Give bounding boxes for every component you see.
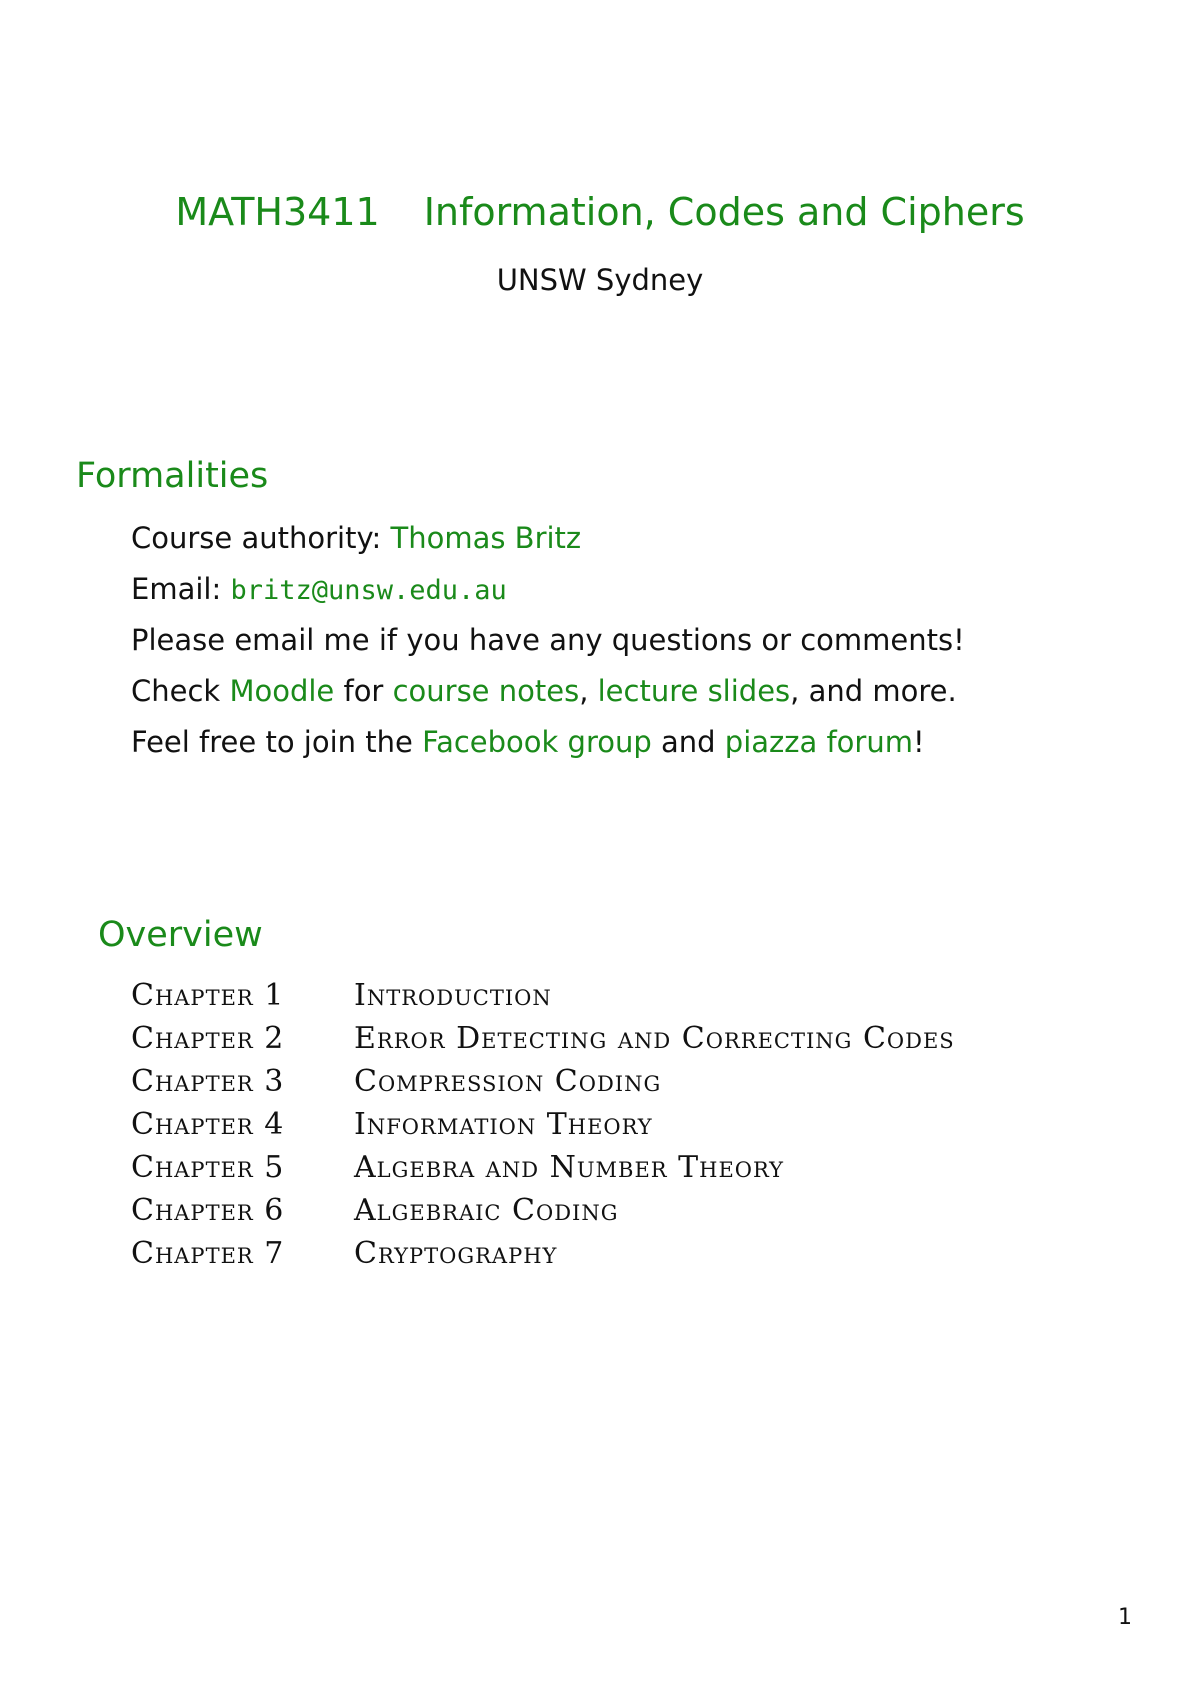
chapter-row (131, 1232, 955, 1275)
chapter-number: Chapter 1 (131, 978, 285, 1013)
piazza-forum-link[interactable]: piazza forum (724, 725, 913, 759)
moodle-line-for: for (334, 674, 393, 708)
chapter-row (131, 1017, 955, 1060)
page-number: 1 (1118, 1605, 1132, 1630)
chapter-number: Chapter 7 (131, 1236, 285, 1271)
chapter-title: Information Theory (354, 1107, 653, 1142)
join-line-suffix: ! (912, 725, 925, 759)
page-title (0, 188, 1200, 236)
chapter-number: Chapter 6 (131, 1193, 285, 1228)
chapter-title: Cryptography (354, 1236, 558, 1271)
chapter-row (131, 974, 955, 1017)
join-line-prefix: Feel free to join the (131, 725, 423, 759)
questions-line: Please email me if you have any questions or comments! (131, 623, 965, 657)
chapter-title: Compression Coding (354, 1064, 662, 1099)
email-label: Email: (131, 572, 231, 606)
chapter-row (131, 1103, 955, 1146)
chapter-row (131, 1146, 955, 1189)
institution-subtitle: UNSW Sydney (496, 263, 704, 297)
facebook-group-link[interactable]: Facebook group (422, 725, 652, 759)
course-authority-line (131, 520, 581, 556)
course-code: MATH3411 (175, 190, 380, 234)
course-notes-link[interactable]: course notes (392, 674, 580, 708)
chapter-row (131, 1060, 955, 1103)
moodle-line-suffix: , and more. (790, 674, 957, 708)
overview-heading: Overview (98, 915, 263, 955)
moodle-line (131, 673, 957, 709)
chapter-row (131, 1189, 955, 1232)
authority-name-link[interactable]: Thomas Britz (390, 521, 582, 555)
chapter-title: Error Detecting and Correcting Codes (354, 1021, 955, 1056)
chapter-title: Algebraic Coding (354, 1193, 619, 1228)
chapter-number: Chapter 2 (131, 1021, 285, 1056)
email-line (131, 571, 507, 609)
authority-label: Course authority: (131, 521, 391, 555)
lecture-slides-link[interactable]: lecture slides (597, 674, 791, 708)
email-link[interactable]: britz@unsw.edu.au (230, 575, 507, 606)
join-line-and: and (651, 725, 725, 759)
chapter-title: Algebra and Number Theory (354, 1150, 785, 1185)
chapter-title: Introduction (354, 978, 552, 1013)
formalities-heading: Formalities (76, 456, 269, 496)
moodle-link[interactable]: Moodle (229, 674, 335, 708)
join-line (131, 724, 925, 760)
moodle-line-prefix: Check (131, 674, 230, 708)
chapter-number: Chapter 5 (131, 1150, 285, 1185)
chapter-number: Chapter 4 (131, 1107, 285, 1142)
course-name: Information, Codes and Ciphers (423, 190, 1025, 234)
moodle-line-comma: , (579, 674, 598, 708)
chapter-number: Chapter 3 (131, 1064, 285, 1099)
chapter-list (131, 974, 955, 1275)
